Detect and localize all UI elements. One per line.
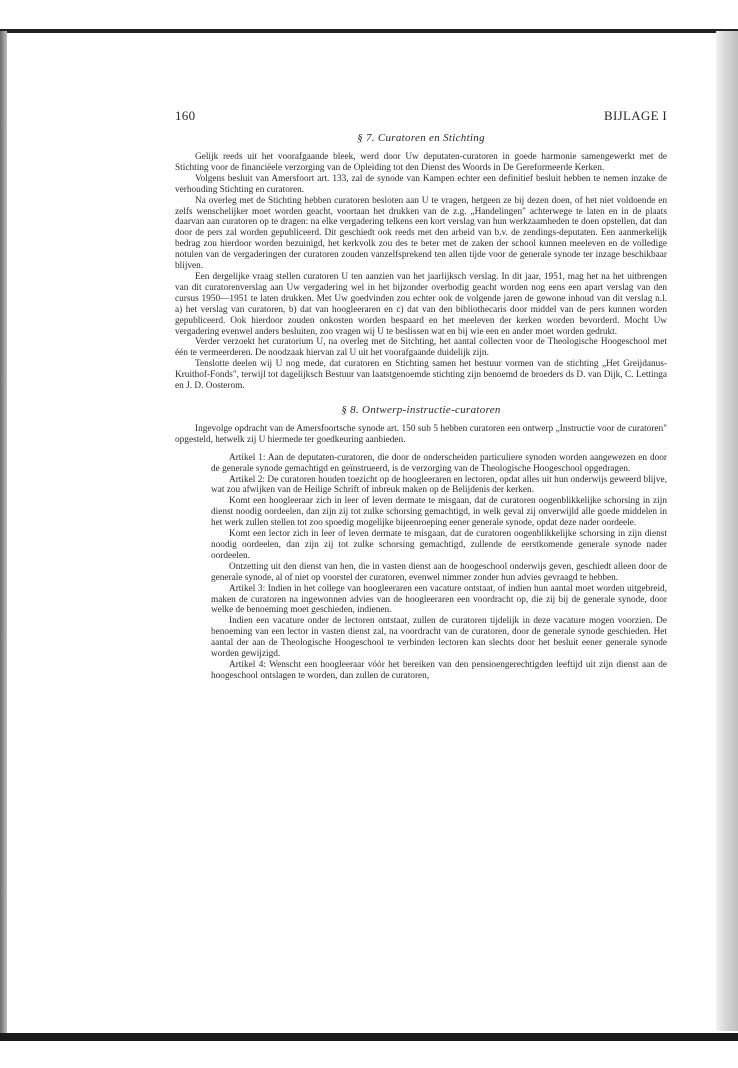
running-title: BIJLAGE I: [604, 108, 667, 123]
paragraph: Een dergelijke vraag stellen curatoren U ten aanzien van het jaarlijksch verslag. In dit jaar, 1951, mag het na het uitbrengen van dit curatorenverslag aan Uw vergadering wel in het bijzonder overbodig geacht worden nog eens een apart verslag van den cursus 1950—1951 te laten drukken. Met Uw goedvinden zou echter ook de volgende jaren de gewone inhoud van dit verslag n.l. a) het verslag van curatoren, b) dat van hoogleeraren en c) dat van den bibliothecaris door middel van de pers kunnen worden gepubliceerd. Ook hierdoor zouden onkosten worden bespaard en het meeleven der kerken worden bevorderd. Mocht Uw vergadering evenwel anders besluiten, zoo vragen wij U te beslissen wat en bij wie een en ander moet worden gedrukt.: [175, 271, 667, 337]
scan-edge-right: [716, 31, 738, 1031]
section-8-title: § 8. Ontwerp-instructie-curatoren: [341, 403, 501, 416]
paragraph: Tenslotte deelen wij U nog mede, dat curatoren en Stichting samen het bestuur vormen van de stichting „Het Greijdanus-Kruithof-Fonds", terwijl tot dagelijksch Bestuur van laatstgenoemde stichting zijn benoemd de broeders ds D. van Dijk, C. Lettinga en J. D. Oosterom.: [175, 359, 667, 392]
paragraph: Volgens besluit van Amersfoort art. 133, zal de synode van Kampen echter een definitief besluit hebben te nemen inzake de verhouding Stichting en curatoren.: [175, 173, 667, 195]
paragraph: Gelijk reeds uit het voorafgaande bleek, werd door Uw deputaten-curatoren in goede harmonie samengewerkt met de Stichting voor de financiëele verzorging van de Opleiding tot den Dienst des Woords in De Gereformeerde Kerken.: [175, 152, 667, 173]
paragraph: Na overleg met de Stichting hebben curatoren besloten aan U te vragen, hetgeen ze bij dezen doen, of het niet voldoende en zelfs wenschelijker moet worden geacht, voortaan het drukken van de z.g. „Handelingen" achterwege te laten en in de plaats daarvan aan curatoren op te dragen: na elke vergadering telkens een kort verslag van hun werkzaamheden te doen opstellen, dat dan door de pers zal worden gepubliceerd. Dit geschiedt ook reeds met den arbeid van b.v. de zendings-deputaten. Een aanmerkelijk bedrag zou hierdoor worden bezuinigd, het kerkvolk zou des te beter met de zaken der school kunnen meeleven en de volledige notulen van de vergaderingen der curatoren zouden vanzelfsprekend ten allen tijde voor de generale synode ter inzage beschikbaar blijven.: [175, 195, 667, 272]
paragraph: Ingevolge opdracht van de Amersfoortsche synode art. 150 sub 5 hebben curatoren een ontwerp „Instructie voor de curatoren" opgesteld, hetwelk zij U hiermede ter goedkeuring aanbieden.: [175, 423, 667, 445]
article-paragraph: Artikel 1: Aan de deputaten-curatoren, die door de onderscheiden particuliere synoden worden aangewezen en door de generale synode gemachtigd en geïnstrueerd, is de verzorging van de Theologische Hoogeschool opgedragen.: [211, 452, 667, 474]
article-paragraph: Komt een lector zich in leer of leven dermate te misgaan, dat de curatoren oogenblikkelijke schorsing in zijn dienst noodig oordeelen, dan zijn zij tot zulke schorsing gemachtigd, zullende de eerstkomende generale synode nader oordeelen.: [211, 529, 667, 561]
scan-edge-top: [0, 29, 738, 33]
page-number: 160: [175, 108, 196, 123]
document-page: [175, 108, 667, 682]
scan-edge-left: [0, 31, 7, 1041]
running-header: [175, 108, 667, 124]
article-paragraph: Ontzetting uit den dienst van hen, die in vasten dienst aan de hoogeschool onderwijs geven, geschiedt alleen door de generale synode, al of niet op voorstel der curatoren, evenwel nimmer zonder hun advies gevraagd te hebben.: [211, 561, 667, 583]
article-paragraph: Artikel 3: Indien in het college van hoogleeraren een vacature ontstaat, of indien hun aantal moet worden uitgebreid, maken de curatoren na ingewonnen advies van de hoogleeraren een voordracht op, die zij bij de generale synode, door welke de benoeming moet geschieden, indienen.: [211, 583, 667, 616]
instruction-articles: [211, 453, 667, 682]
article-paragraph: Komt een hoogleeraar zich in leer of leven dermate te misgaan, dat de curatoren oogenblikkelijke schorsing in zijn dienst noodig oordeelen, dan zijn zij tot zulke schorsing gemachtigd, in welk geval zij onverwijld alle goede middelen in het werk zullen stellen tot zoo spoedig mogelijke bijeenroeping eener generale synode, opdat deze nader oordeele.: [211, 496, 667, 529]
article-paragraph: Artikel 4: Wenscht een hoogleeraar vóór het bereiken van den pensioengerechtigden leeftijd uit zijn dienst aan de hoogeschool ontslagen te worden, dan zullen de curatoren,: [211, 659, 667, 681]
scan-margin-top: [0, 0, 738, 31]
scan-margin-bottom: [0, 1041, 738, 1068]
article-paragraph: Indien een vacature onder de lectoren ontstaat, zullen de curatoren tijdelijk in deze vacature mogen voorzien. De benoeming van een lector in vasten dienst zal, na voordracht van de curatoren, door de generale synode geschieden. Het aantal der aan de Theologische Hoogeschool te verbinden lectoren kan slechts door het besluit eener generale synode worden gewijzigd.: [211, 616, 667, 660]
paragraph: Verder verzoekt het curatorium U, na overleg met de Sitchting, het aantal collecten voor de Theologische Hoogeschool met één te vermeerderen. De noodzaak hiervan zal U uit het voorafgaande duidelijk zijn.: [175, 337, 667, 359]
scan-edge-bottom: [0, 1033, 738, 1041]
section-7-title: § 7. Curatoren en Stichting: [357, 132, 485, 144]
article-paragraph: Artikel 2: De curatoren houden toezicht op de hoogleeraren en lectoren, opdat alles uit hun onderwijs geweerd blijve, wat zou afwijken van de Heilige Schrift of inbreuk maken op de Belijdenis der kerken.: [211, 474, 667, 496]
